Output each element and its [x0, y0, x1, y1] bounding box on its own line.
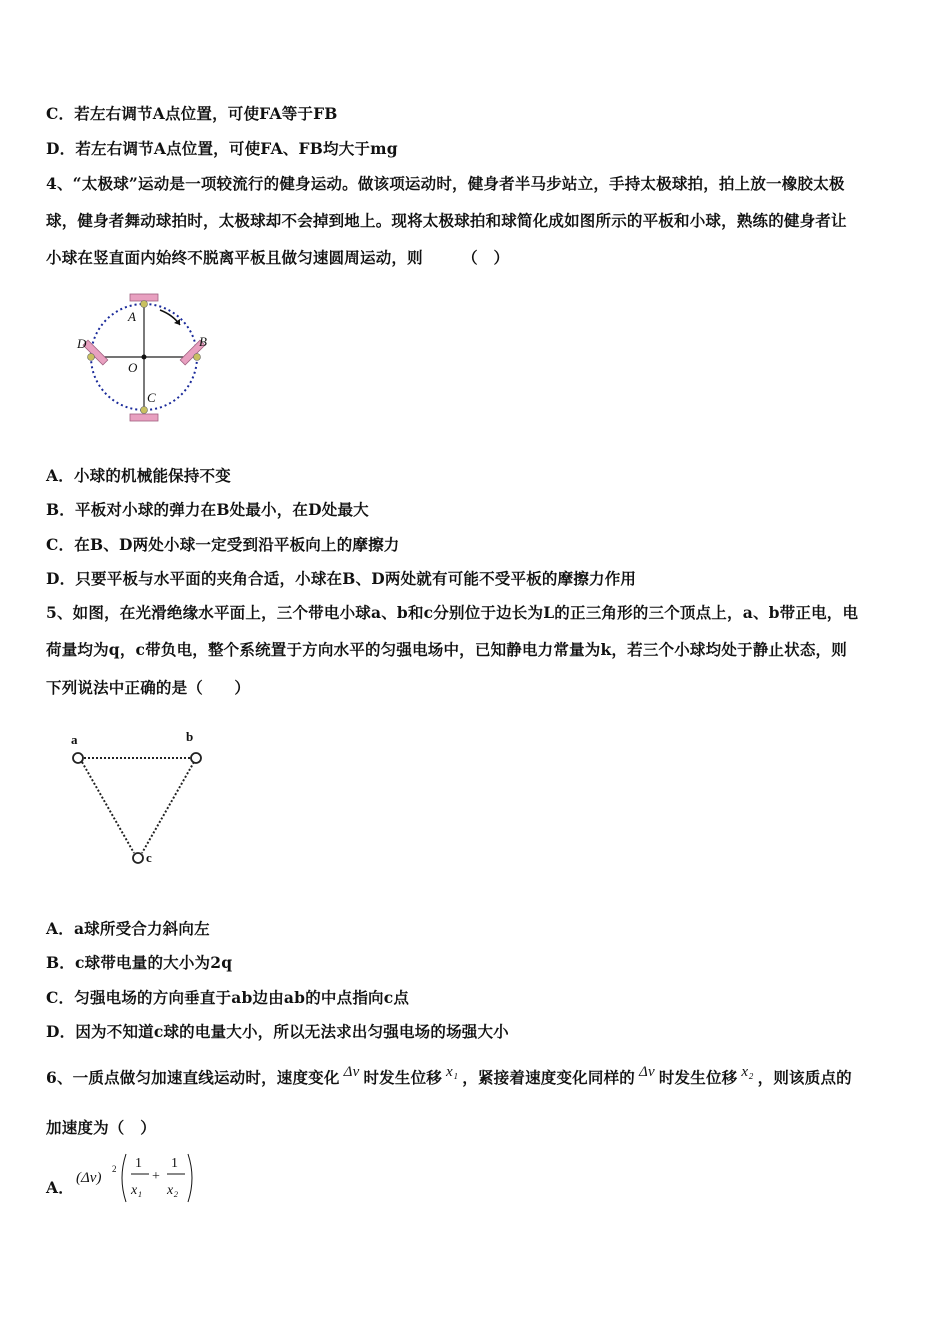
formula-exponent: 2 — [112, 1164, 117, 1174]
option-letter: D． — [46, 139, 76, 158]
q6-stem-line2: 加速度为（ ） — [46, 1118, 156, 1137]
q4-option-c — [46, 533, 400, 555]
option-text: 平板对小球的弹力在B处最小，在D处最大 — [75, 500, 369, 519]
ball-c — [141, 407, 148, 414]
right-paren — [188, 1154, 192, 1202]
q4-circle-figure — [68, 290, 228, 430]
q5-stem-line2: 荷量均为q，c带负电，整个系统置于方向水平的匀强电场中，已知静电力常量为k，若三个小球均处于静止状态，则 — [46, 640, 847, 659]
ball-d — [88, 354, 95, 361]
label-o: O — [128, 360, 138, 375]
q5-option-b — [46, 951, 232, 973]
left-paren — [122, 1154, 126, 1202]
formula-prefix: (Δv) — [76, 1170, 102, 1186]
option-letter: B． — [46, 500, 76, 519]
q5-option-c — [46, 986, 409, 1008]
q6-text-3: ，紧接着速度变化同样的 — [462, 1068, 635, 1087]
option-text: a球所受合力斜向左 — [73, 919, 210, 938]
q6-delta-v-2: Δv — [638, 1064, 655, 1080]
q3-option-c — [46, 102, 338, 124]
q5-stem-line1: 5、如图，在光滑绝缘水平面上，三个带电小球a、b和c分别位于边长为L的正三角形的三个顶点上，a、b带正电，电 — [46, 603, 859, 622]
option-text: c球带电量的大小为2q — [75, 953, 233, 972]
q6-text-2: 时发生位移 — [363, 1068, 442, 1087]
q5-option-a — [46, 917, 210, 939]
q4-stem-line3: 小球在竖直面内始终不脱离平板且做匀速圆周运动，则 （ ） — [46, 248, 510, 267]
option-letter: B． — [46, 953, 76, 972]
q6-option-a-letter: A． — [46, 1178, 74, 1197]
ball-b — [194, 354, 201, 361]
ball-a — [141, 301, 148, 308]
center-point — [142, 355, 147, 360]
q6-x2: x₂ — [741, 1064, 754, 1080]
option-letter: A． — [46, 919, 74, 938]
plus-sign: + — [152, 1169, 160, 1184]
label-b: B — [199, 334, 207, 349]
q6-text-4: 时发生位移 — [658, 1068, 738, 1087]
plate-left — [83, 340, 108, 365]
option-text: 因为不知道c球的电量大小，所以无法求出匀强电场的场强大小 — [75, 1022, 509, 1041]
side-ac — [82, 762, 134, 853]
denominator-1: x₁ — [131, 1183, 143, 1198]
numerator-1: 1 — [135, 1156, 142, 1171]
q3-option-d — [46, 137, 398, 159]
q4-stem-line2: 球，健身者舞动球拍时，太极球却不会掉到地上。现将太极球拍和球简化成如图所示的平板和小球，熟练的健身者让 — [46, 211, 847, 230]
q6-x1: x₁ — [445, 1064, 459, 1080]
option-letter: C． — [46, 988, 75, 1007]
charge-c — [133, 853, 143, 863]
charge-a — [73, 753, 83, 763]
option-letter: A． — [46, 466, 74, 485]
option-text: 只要平板与水平面的夹角合适，小球在B、D两处就有可能不受平板的摩擦力作用 — [75, 569, 637, 588]
q5-triangle-figure — [62, 725, 222, 875]
label-a: A — [128, 309, 136, 324]
q4-stem-line1: 4、“太极球”运动是一项较流行的健身运动。做该项运动时，健身者半马步站立，手持太极球拍，拍上放一橡胶太极 — [46, 174, 845, 193]
q6-text-5: ，则该质点的 — [757, 1068, 852, 1087]
option-letter: C． — [46, 535, 75, 554]
option-letter: D． — [46, 569, 76, 588]
label-d: D — [77, 336, 87, 351]
label-c: C — [147, 390, 156, 405]
charge-b — [191, 753, 201, 763]
label-b: b — [186, 729, 194, 744]
denominator-2: x₂ — [167, 1183, 179, 1198]
plate-top — [130, 294, 158, 301]
option-text: 匀强电场的方向垂直于ab边由ab的中点指向c点 — [74, 988, 410, 1007]
option-text: 若左右调节A点位置，可使FA、FB均大于mg — [75, 139, 398, 158]
q6-stem-line1 — [46, 1066, 852, 1088]
q6-delta-v-1: Δv — [343, 1064, 360, 1080]
q4-option-a — [46, 464, 231, 486]
q5-stem-line3: 下列说法中正确的是（ ） — [46, 678, 251, 697]
option-text: 若左右调节A点位置，可使FA等于FB — [74, 104, 338, 123]
option-text: 小球的机械能保持不变 — [73, 466, 231, 485]
numerator-2: 1 — [171, 1156, 178, 1171]
side-bc — [142, 762, 194, 853]
q5-option-d — [46, 1020, 509, 1042]
q6-option-a-formula — [74, 1150, 204, 1206]
plate-bottom — [130, 414, 158, 421]
label-c: c — [146, 850, 152, 865]
q4-option-d — [46, 567, 636, 589]
q4-option-b — [46, 498, 369, 520]
label-a: a — [71, 732, 78, 747]
q6-text-1: 6、一质点做匀加速直线运动时，速度变化 — [46, 1068, 340, 1087]
option-letter: D． — [46, 1022, 76, 1041]
option-text: 在B、D两处小球一定受到沿平板向上的摩擦力 — [74, 535, 400, 554]
option-letter: C． — [46, 104, 75, 123]
